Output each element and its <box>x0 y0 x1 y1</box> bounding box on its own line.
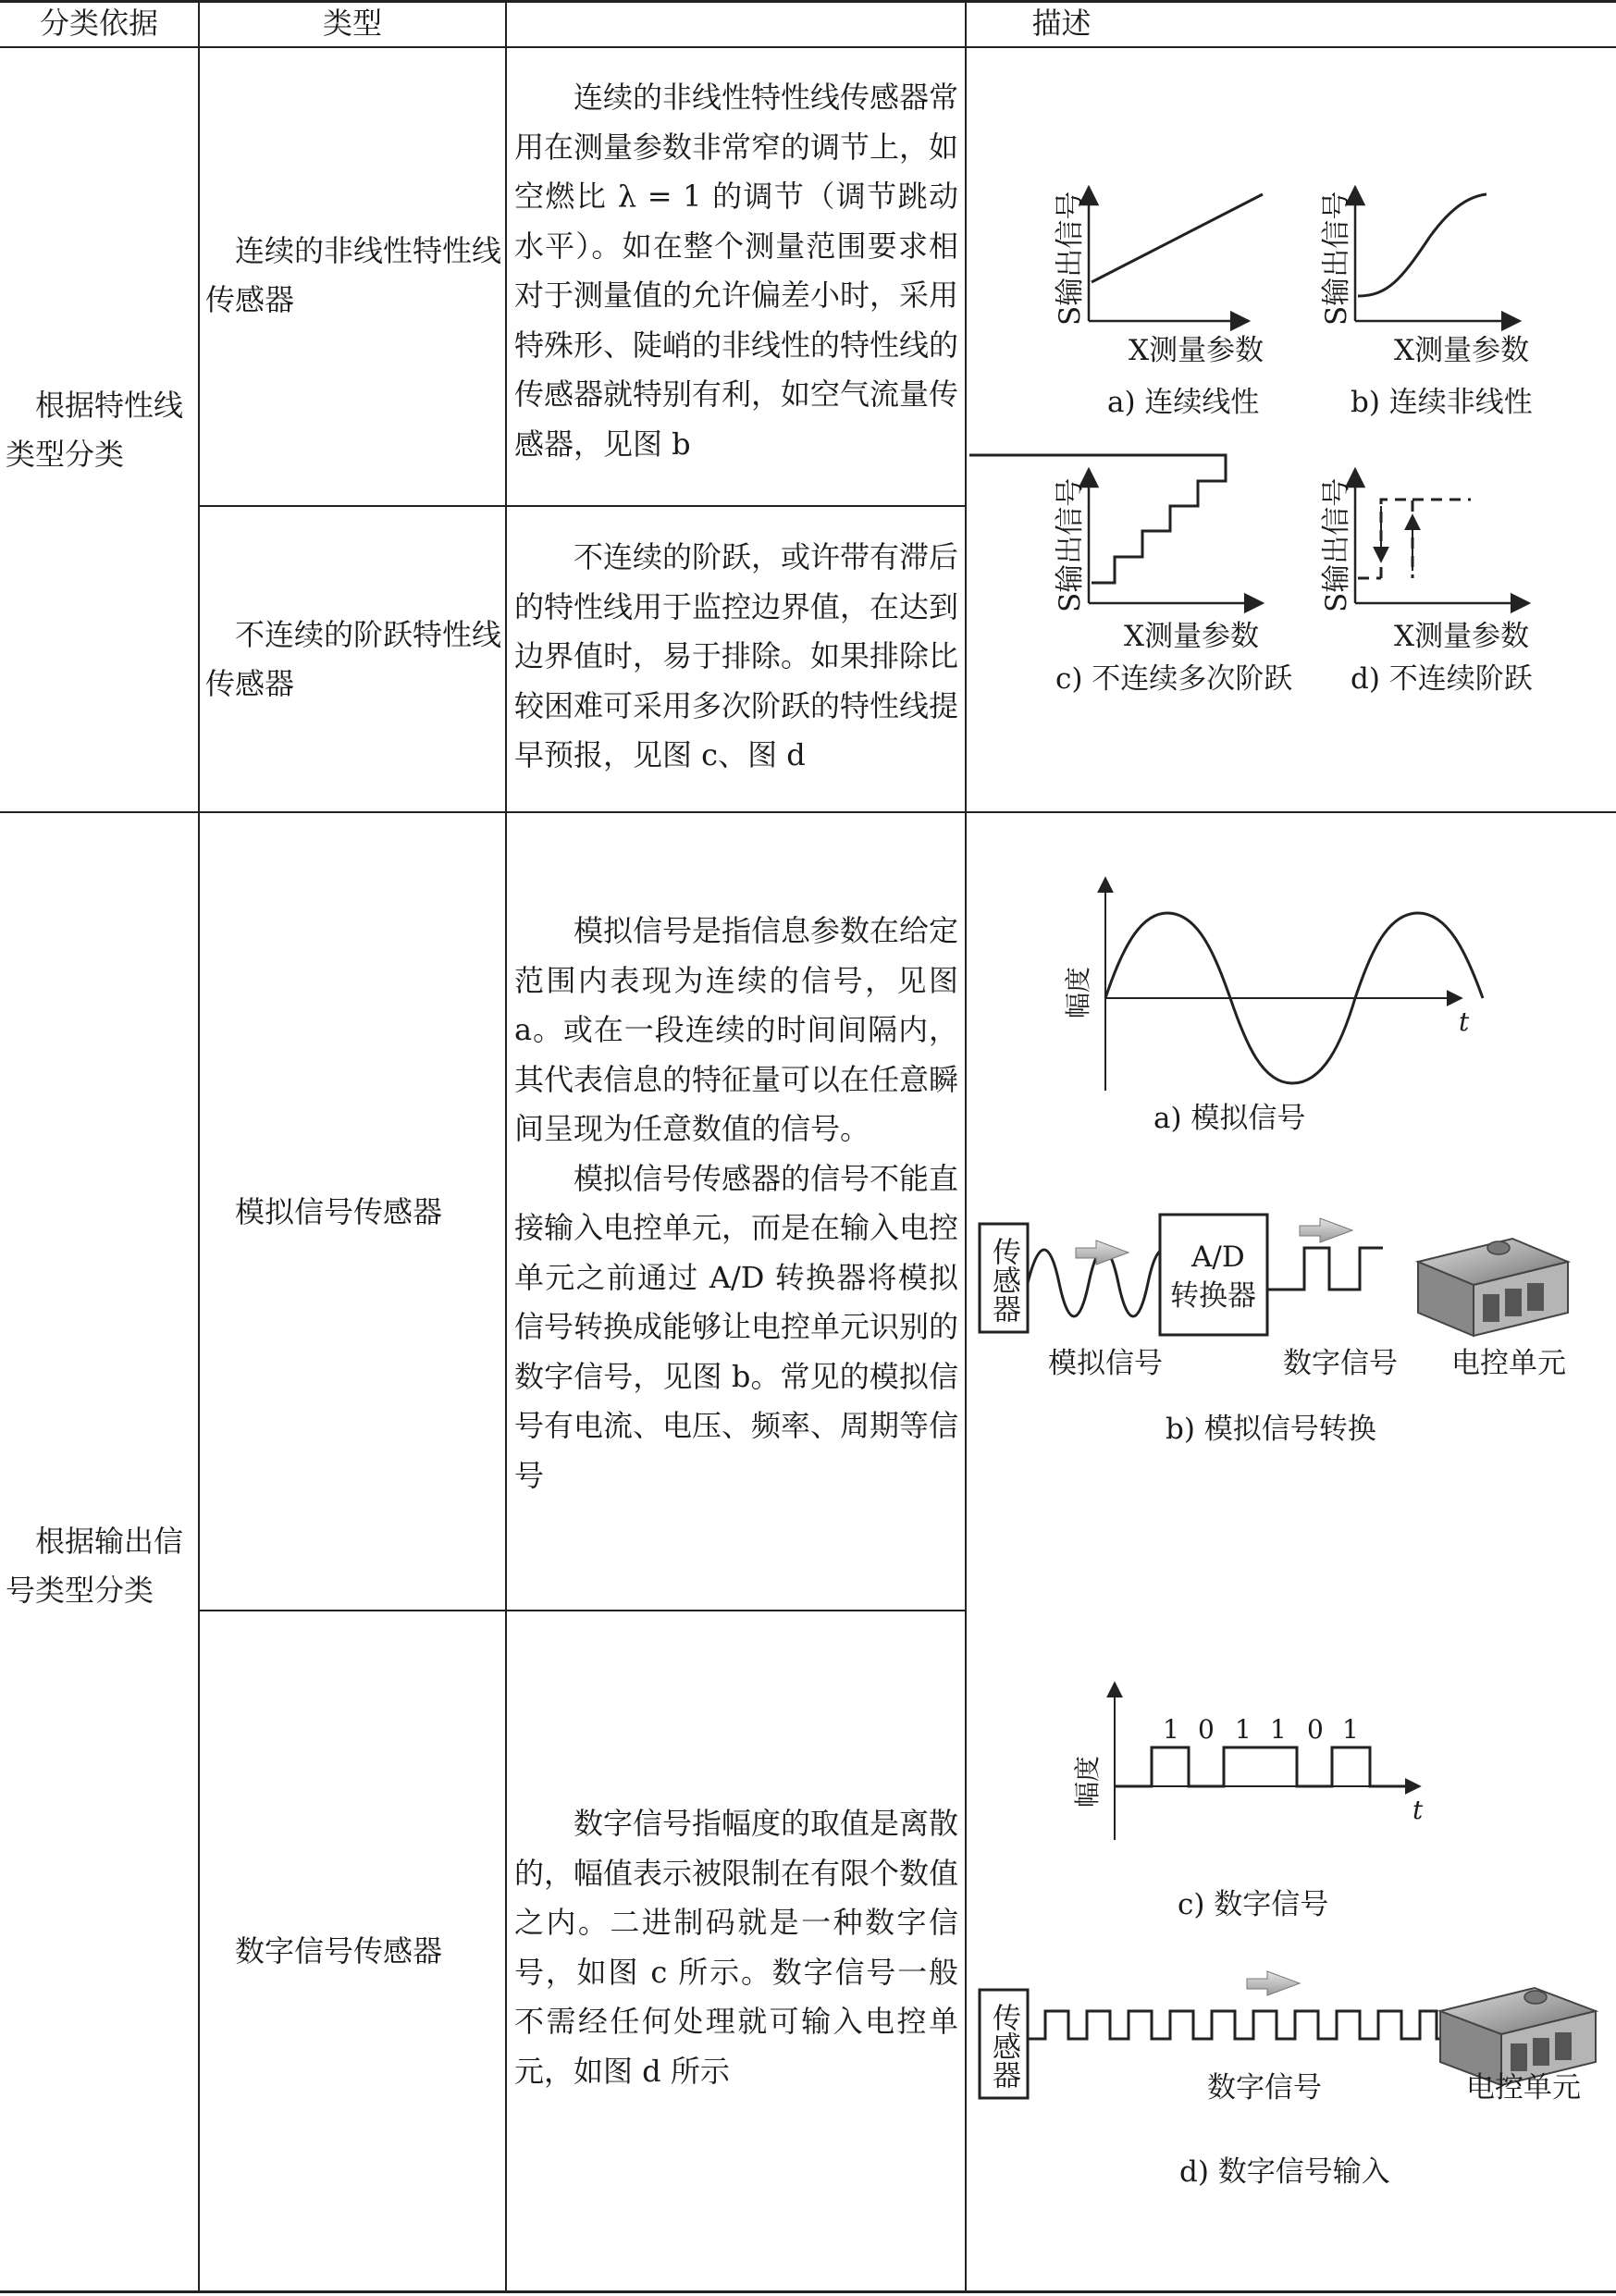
column-divider-2 <box>505 0 507 2293</box>
row-divider-s1 <box>198 505 966 507</box>
caption-a: a) 连续线性 <box>1107 386 1260 419</box>
column-divider-1 <box>198 0 200 2293</box>
bit-label: 1 <box>1342 1714 1359 1745</box>
row-divider-s2 <box>198 1610 966 1611</box>
x-axis-label: X测量参数 <box>1124 620 1260 653</box>
linear-curve <box>1092 194 1263 282</box>
t-label: t <box>1459 1006 1470 1037</box>
caption-d: d) 数字信号输入 <box>1179 2155 1390 2189</box>
section2-row2-type: 数字信号传感器 <box>235 1933 443 1969</box>
caption-b: b) 模拟信号转换 <box>1166 1413 1376 1446</box>
caption-d: d) 不连续阶跃 <box>1351 662 1533 696</box>
analog-signal-label: 模拟信号 <box>1048 1347 1163 1380</box>
section1-basis: 根据特性线类型分类 <box>6 388 184 472</box>
bit-label: 1 <box>1270 1714 1287 1745</box>
multistep-curve <box>969 455 1226 583</box>
paragraph-1: 模拟信号是指信息参数在给定范围内表现为连续的信号，见图 a。或在一段连续的时间间隔内，其代表信息的特征量可以在任意瞬间呈现为任意数值的信号。 <box>514 913 959 1146</box>
y-axis-label: S输出信号 <box>1320 191 1353 326</box>
header-type: 类型 <box>322 6 382 41</box>
chart-b-analog-conversion <box>980 1215 1568 1446</box>
caption-a: a) 模拟信号 <box>1153 1102 1306 1135</box>
digital-wave <box>1267 1248 1383 1290</box>
caption-c: c) 不连续多次阶跃 <box>1055 662 1293 696</box>
flow-arrow-icon <box>1076 1241 1129 1265</box>
chart-d-discontinuous-step <box>1320 469 1533 696</box>
y-axis-label: S输出信号 <box>1054 191 1087 326</box>
caption-b: b) 连续非线性 <box>1351 386 1533 419</box>
section2-row2-description <box>514 1799 958 2096</box>
x-axis-label: X测量参数 <box>1394 334 1530 367</box>
characteristic-curves-figure <box>967 48 1614 807</box>
section2-basis: 根据输出信号类型分类 <box>6 1524 184 1608</box>
caption-c: c) 数字信号 <box>1178 1888 1329 1921</box>
nonlinear-curve <box>1358 194 1486 296</box>
adc-label-1: A/D <box>1191 1241 1245 1274</box>
bit-label: 0 <box>1198 1714 1215 1745</box>
amplitude-label: 幅度 <box>1063 966 1093 1018</box>
paragraph: 数字信号指幅度的取值是离散的，幅值表示被限制在有限个数值之内。二进制码就是一种数字信号，如图 c 所示。数字信号一般不需经任何处理就可输入电控单元，如图 d 所示 <box>514 1806 959 2089</box>
chart-c-digital-signal <box>1072 1683 1424 1921</box>
header-basis: 分类依据 <box>39 6 158 41</box>
digital-pulse-train <box>1028 2011 1455 2039</box>
step-curve <box>1358 500 1471 578</box>
chart-a-continuous-linear <box>1054 187 1264 419</box>
y-axis-label: S输出信号 <box>1320 477 1353 612</box>
ecu-label: 电控单元 <box>1451 1347 1566 1380</box>
section1-row1-type: 连续的非线性特性线传感器 <box>205 233 502 317</box>
paragraph-2: 模拟信号传感器的信号不能直接输入电控单元，而是在输入电控单元之前通过 A/D 转换器将模拟信号转换成能够让电控单元识别的数字信号，见图 b。常见的模拟信号有电流、电压、频率、周期等信号 <box>514 1160 959 1493</box>
chart-a-analog-signal <box>968 878 1483 1135</box>
t-label: t <box>1412 1795 1424 1825</box>
paragraph: 不连续的阶跃，或许带有滞后的特性线用于监控边界值，在达到边界值时，易于排除。如果排除比较困难可采用多次阶跃的特性线提早预报，见图 c、图 d <box>514 539 959 772</box>
adc-label-2: 转换器 <box>1170 1279 1256 1313</box>
section2-row1-type: 模拟信号传感器 <box>235 1194 443 1229</box>
bit-label: 1 <box>1163 1714 1179 1745</box>
bit-label: 1 <box>1235 1714 1252 1745</box>
binary-pulse <box>1115 1747 1409 1786</box>
section1-row1-description <box>514 73 958 469</box>
section2-row1-description <box>514 907 958 1500</box>
sensor-label: 传感器 <box>987 2003 1020 2089</box>
header-description: 描述 <box>1031 6 1092 41</box>
flow-arrow-icon <box>1300 1218 1352 1242</box>
x-axis-label: X测量参数 <box>1129 334 1264 367</box>
section1-row2-type: 不连续的阶跃特性线传感器 <box>205 617 502 701</box>
section1-row2-description <box>514 533 958 781</box>
digital-signal-label: 数字信号 <box>1207 2071 1322 2105</box>
sensor-label: 传感器 <box>987 1237 1020 1323</box>
bit-label: 0 <box>1307 1714 1324 1745</box>
ecu-label: 电控单元 <box>1466 2071 1581 2105</box>
digital-signal-label: 数字信号 <box>1283 1347 1398 1380</box>
amplitude-label: 幅度 <box>1072 1755 1103 1808</box>
table-bottom-border <box>0 2290 1616 2293</box>
y-axis-label: S输出信号 <box>1054 477 1087 612</box>
chart-b-continuous-nonlinear <box>1320 187 1533 419</box>
x-axis-label: X测量参数 <box>1394 620 1530 653</box>
adc-box <box>1160 1215 1267 1335</box>
paragraph: 连续的非线性特性线传感器常用在测量参数非常窄的调节上，如空燃比 λ = 1 的调节（调节跳动水平）。如在整个测量范围要求相对于测量值的允许偏差小时，采用特殊形、陡峭的非线性的特性线的传感器就特别有利，如空气流量传感器，见图 b <box>514 80 959 462</box>
ecu-icon <box>1418 1239 1568 1336</box>
flow-arrow-icon <box>1247 1971 1300 1995</box>
signal-type-figure <box>967 813 1614 2289</box>
chart-c-discontinuous-multistep <box>969 455 1292 696</box>
chart-d-digital-input <box>980 1971 1596 2189</box>
